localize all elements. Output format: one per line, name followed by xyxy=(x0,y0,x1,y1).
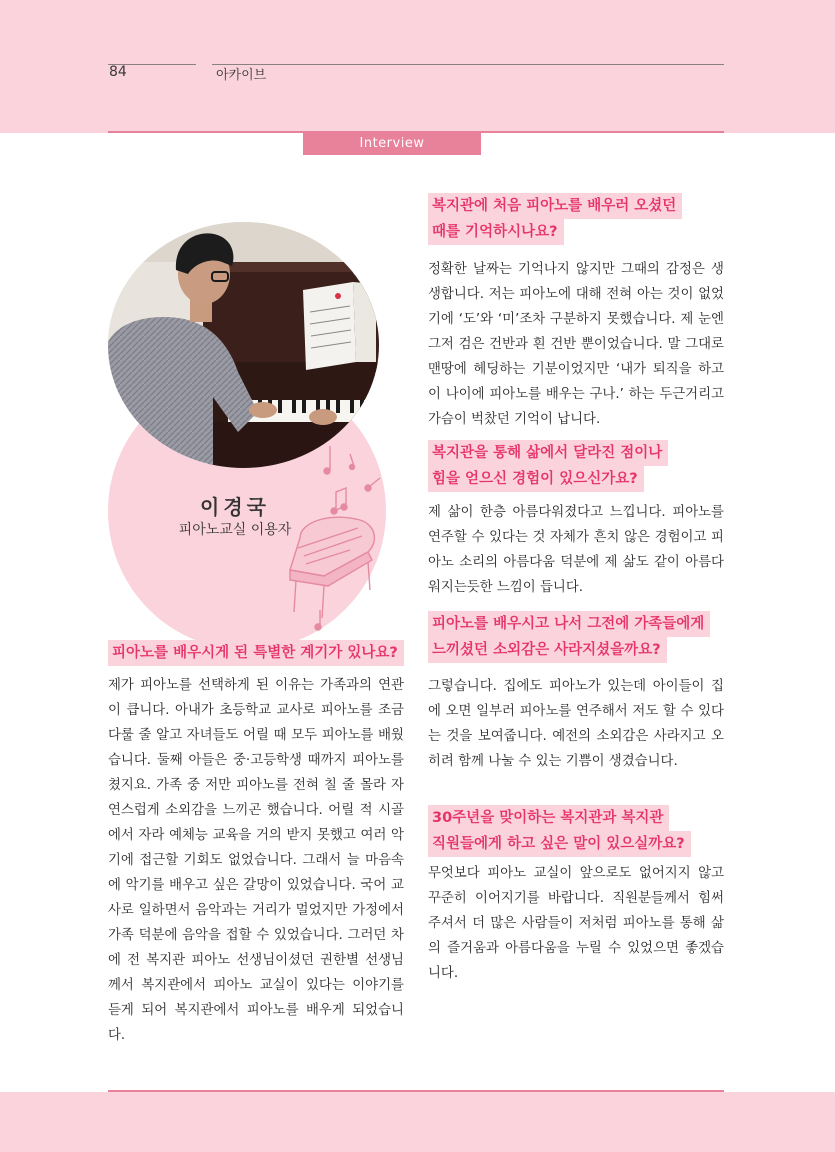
answer-4: 그렇습니다. 집에도 피아노가 있는데 아이들이 집에 오면 일부러 피아노를 연주해서 저도 할 수 있다는 것을 보여줍니다. 예전의 소외감은 사라지고 오히려 함께 나눌 수 있는 기쁨이 생겼습니다. xyxy=(428,679,724,769)
question-5-line-2: 직원들에게 하고 싶은 말이 있으실까요? xyxy=(428,831,691,857)
question-3-line-2: 힘을 얻으신 경험이 있으신가요? xyxy=(428,466,644,492)
question-1-line-1: 피아노를 배우시게 된 특별한 계기가 있나요? xyxy=(108,640,404,666)
section-name: 아카이브 xyxy=(216,68,267,83)
question-3-line-1: 복지관을 통해 삶에서 달라진 점이나 xyxy=(428,440,668,466)
header-rule-right xyxy=(212,64,724,65)
answer-3: 제 삶이 한층 아름다워졌다고 느낍니다. 피아노를 연주할 수 있다는 것 자체가 흔치 않은 경험이고 피아노 소리의 아름다움 덕분에 제 삶도 같이 아름다워지는듯한 느낌이 듭니다. xyxy=(428,505,724,595)
page-number: 84 xyxy=(109,64,127,80)
interview-tag: Interview xyxy=(303,133,481,155)
question-2 xyxy=(428,193,682,245)
question-5-line-1: 30주년을 맞이하는 복지관과 복지관 xyxy=(428,805,669,831)
question-3 xyxy=(428,440,668,492)
question-4 xyxy=(428,611,710,663)
interviewee-name: 이경국 xyxy=(200,495,270,519)
bottom-divider xyxy=(108,1090,724,1092)
question-5 xyxy=(428,805,691,857)
interviewee-role: 피아노교실 이용자 xyxy=(178,522,292,538)
piano-illustration xyxy=(270,440,390,640)
question-1 xyxy=(108,640,404,666)
footer-band xyxy=(0,1092,835,1152)
question-4-line-2: 느끼셨던 소외감은 사라지셨을까요? xyxy=(428,637,667,663)
question-2-line-2: 때를 기억하시나요? xyxy=(428,219,564,245)
answer-5: 무엇보다 피아노 교실이 앞으로도 없어지지 않고 꾸준히 이어지기를 바랍니다. 직원분들께서 힘써 주셔서 더 많은 사람들이 저처럼 피아노를 통해 삶의 즐거움과 아름다움을 누릴 수 있었으면 좋겠습니다. xyxy=(428,866,724,981)
question-4-line-1: 피아노를 배우시고 나서 그전에 가족들에게 xyxy=(428,611,710,637)
profile-photo xyxy=(108,222,379,468)
answer-2: 정확한 날짜는 기억나지 않지만 그때의 감정은 생생합니다. 저는 피아노에 대해 전혀 아는 것이 없었기에 ‘도’와 ‘미’조차 구분하지 못했습니다. 제 눈엔 그저 검은 건반과 흰 건반 뿐이었습니다. 말 그대로 맨땅에 헤딩하는 기분이었지만 ‘내가 퇴직을 하고 이 나이에 피아노를 배우는 구나.’ 하는 두근거리고 가슴이 벅찼던 기억이 납니다. xyxy=(428,262,724,427)
answer-1: 제가 피아노를 선택하게 된 이유는 가족과의 연관이 큽니다. 아내가 초등학교 교사로 피아노를 조금 다룰 줄 알고 자녀들도 어릴 때 모두 피아노를 배웠습니다. 둘째 아들은 중·고등학생 때까지 피아노를 쳤지요. 가족 중 저만 피아노를 전혀 칠 줄 몰라 자연스럽게 소외감을 느끼곤 했습니다. 어릴 적 시골에서 자라 예체능 교육을 거의 받지 못했고 여러 악기에 접근할 기회도 없었습니다. 그래서 늘 마음속에 악기를 배우고 싶은 갈망이 있었습니다. 국어 교사로 일하면서 음악과는 거리가 멀었지만 가정에서 가족 덕분에 음악을 접할 수 있었습니다. 그러던 차에 전 복지관 피아노 선생님이셨던 권한별 선생님께서 복지관에서 피아노 교실이 있다는 이야기를 듣게 되어 복지관에서 피아노를 배우게 되었습니다. xyxy=(108,678,404,1043)
question-2-line-1: 복지관에 처음 피아노를 배우러 오셨던 xyxy=(428,193,682,219)
